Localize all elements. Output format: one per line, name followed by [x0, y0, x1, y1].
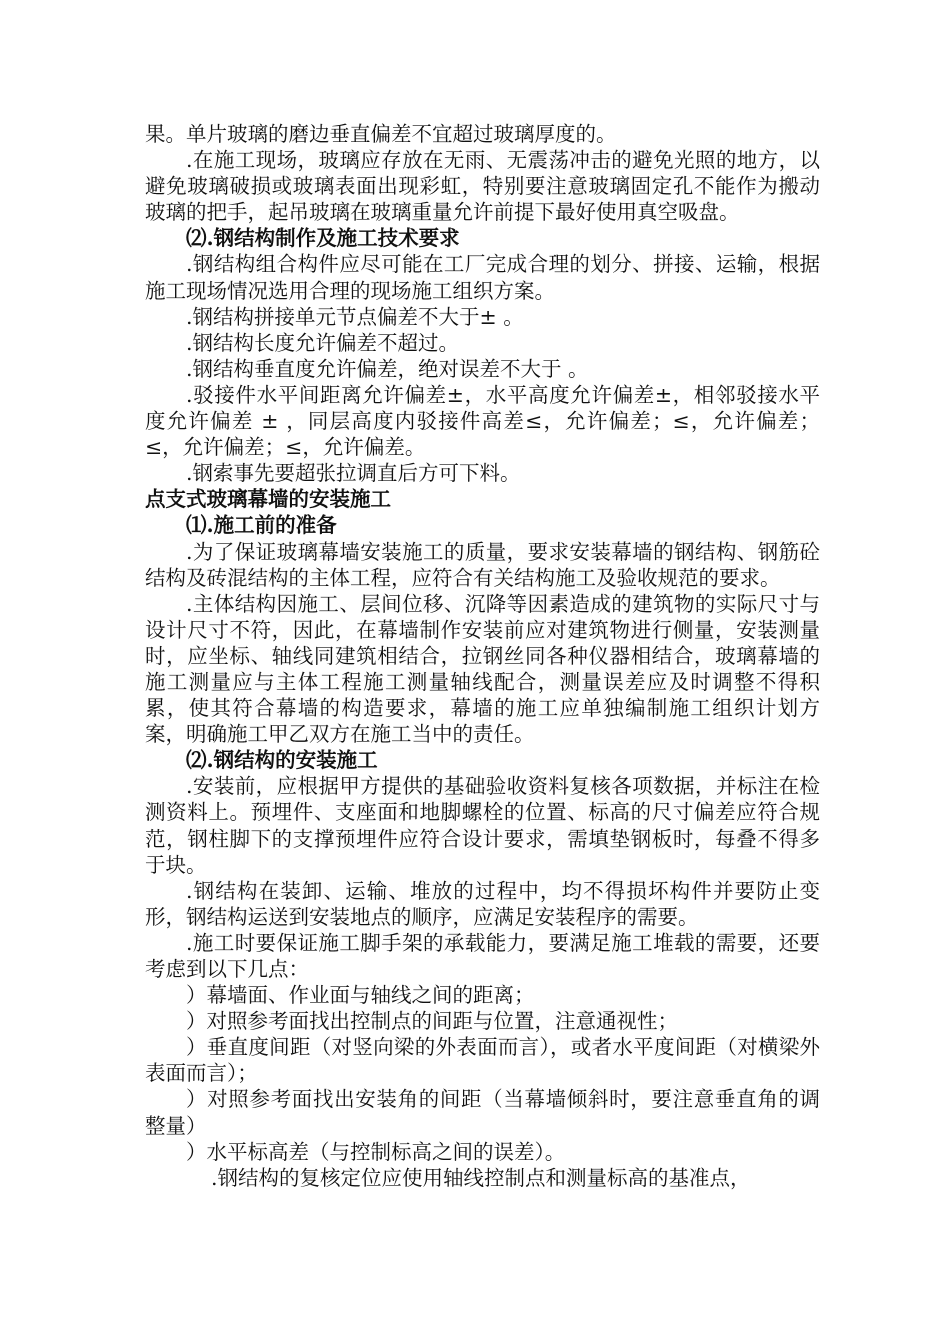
list-item: ）对照参考面找出控制点的间距与位置，注意通视性；	[186, 1009, 678, 1034]
section-heading: ⑵.钢结构的安装施工	[186, 748, 378, 773]
document-body	[145, 121, 820, 1191]
section-heading: ⑴.施工前的准备	[186, 513, 337, 538]
paragraph: .钢结构组合构件应尽可能在工厂完成合理的划分、拼接、运输，根据施工现场情况选用合理的现场施工组织方案。	[145, 252, 820, 303]
paragraph: .钢结构长度允许偏差不超过。	[186, 330, 460, 355]
paragraph: 果。单片玻璃的磨边垂直偏差不宜超过玻璃厚度的。	[145, 122, 617, 146]
chapter-heading: 点支式玻璃幕墙的安装施工	[145, 487, 391, 512]
paragraph: .安装前，应根据甲方提供的基础验收资料复核各项数据，并标注在检测资料上。预埋件、支座面和地脚螺栓的位置、标高的尺寸偏差应符合规范，钢柱脚下的支撑预埋件应符合设计要求，需填垫钢板时，每叠不得多于块。	[145, 774, 820, 877]
paragraph: .主体结构因施工、层间位移、沉降等因素造成的建筑物的实际尺寸与设计尺寸不符，因此，在幕墙制作安装前应对建筑物进行侧量，安装测量时，应坐标、轴线同建筑相结合，拉钢丝同各种仪器相结合，玻璃幕墙的施工测量应与主体工程施工测量轴线配合，测量误差应及时调整不得积累，使其符合幕墙的构造要求，幕墙的施工应单独编制施工组织计划方案，明确施工甲乙双方在施工当中的责任。	[145, 591, 820, 747]
list-item: ）垂直度间距（对竖向梁的外表面而言），或者水平度间距（对横梁外表面而言）；	[145, 1035, 820, 1086]
paragraph: .钢结构在装卸、运输、堆放的过程中，均不得损坏构件并要防止变形，钢结构运送到安装地点的顺序，应满足安装程序的需要。	[145, 878, 820, 929]
paragraph: .钢结构垂直度允许偏差，绝对误差不大于 。	[186, 356, 589, 381]
paragraph: .钢结构拼接单元节点偏差不大于± 。	[186, 304, 524, 329]
paragraph: .施工时要保证施工脚手架的承载能力，要满足施工堆载的需要，还要考虑到以下几点：	[145, 930, 820, 981]
section-heading: ⑵.钢结构制作及施工技术要求	[186, 226, 460, 251]
list-item: ）对照参考面找出安装角的间距（当幕墙倾斜时，要注意垂直角的调整量）	[145, 1087, 820, 1138]
paragraph: .钢索事先要超张拉调直后方可下料。	[186, 461, 521, 486]
paragraph: .为了保证玻璃幕墙安装施工的质量，要求安装幕墙的钢结构、钢筋砼结构及砖混结构的主体工程，应符合有关结构施工及验收规范的要求。	[145, 539, 820, 590]
paragraph: .在施工现场，玻璃应存放在无雨、无震荡冲击的避免光照的地方，以避免玻璃破损或玻璃表面出现彩虹，特别要注意玻璃固定孔不能作为搬动玻璃的把手，起吊玻璃在玻璃重量允许前提下最好使用真空吸盘。	[145, 148, 820, 225]
paragraph: .钢结构的复核定位应使用轴线控制点和测量标高的基准点，	[211, 1165, 751, 1190]
paragraph: .驳接件水平间距离允许偏差±，水平高度允许偏差±，相邻驳接水平度允许偏差 ± ，同层高度内驳接件高差≤，允许偏差；≤，允许偏差；≤，允许偏差；≤，允许偏差。	[145, 382, 820, 460]
list-item: ）幕墙面、作业面与轴线之间的距离；	[186, 983, 535, 1008]
list-item: ）水平标高差（与控制标高之间的误差）。	[186, 1139, 566, 1164]
